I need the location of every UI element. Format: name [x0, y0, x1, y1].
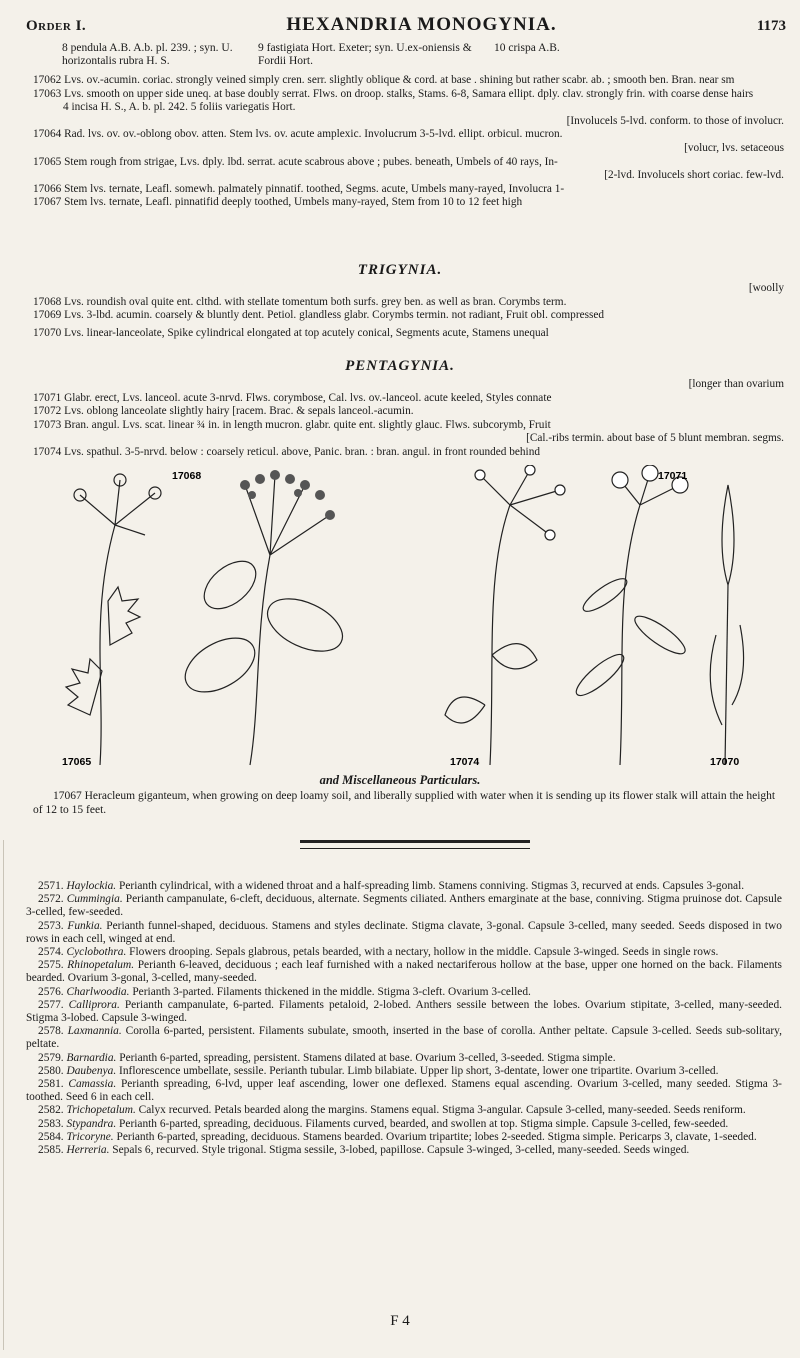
figure-17065-drawing [66, 474, 161, 765]
genus-entry: 2580. Daubenya. Inflorescence umbellate, sessile. Perianth tubular. Limb bilabiate. Upper lip short, 3-dentate, lower one tripartite. Ovarium 3-celled. [38, 1064, 719, 1077]
order-label: Order I. [26, 18, 87, 34]
species-line: 17065 Stem rough from strigae, Lvs. dply. lbd. serrat. acute scabrous above ; pubes. beneath, Umbels of 40 rays, In- [33, 155, 558, 168]
botanical-illustration [60, 465, 750, 770]
figure-label-17068: 17068 [172, 470, 202, 482]
species-line: 17069 Lvs. 3-lbd. acumin. coarsely & bluntly dent. Petiol. glandless glabr. Corymbs termin. not radiant, Fruit obl. compressed [33, 309, 605, 322]
variety-row [62, 42, 780, 68]
genus-entry: 2582. Trichopetalum. Calyx recurved. Petals bearded along the margins. Stamens equal. Stigma 3-angular. Capsule 3-celled, many-seeded. Seeds reniform. [38, 1104, 746, 1117]
figure-17070-drawing [710, 485, 743, 765]
miscellaneous-paragraph: 17067 Heracleum giganteum, when growing on deep loamy soil, and liberally supplied with water when it is sending up its flower stalk will attain the height of 12 to 15 feet. [33, 790, 776, 816]
pentagynia-heading: PENTAGYNIA. [345, 358, 455, 374]
species-line: [Cal.-ribs termin. about base of 5 blunt membran. segms. [526, 432, 784, 445]
species-line: [2-lvd. Involucels short coriac. few-lvd. [604, 169, 784, 182]
running-head [26, 14, 786, 38]
trigynia-block [33, 282, 784, 340]
figure-label-17065: 17065 [62, 756, 92, 768]
page-number: 1173 [756, 18, 786, 34]
species-line: 17074 Lvs. spathul. 3-5-nrvd. below : coarsely reticul. above, Panic. bran. : bran. angul. in front rounded behind [33, 445, 540, 458]
species-line: 17067 Stem lvs. ternate, Leafl. pinnatifid deeply toothed, Umbels many-rayed, Stem from 10 to 12 feet high [33, 196, 523, 209]
figure-17068-drawing [176, 470, 350, 765]
species-line: 17063 Lvs. smooth on upper side uneq. at base doubly serrat. Flws. on droop. stalks, Stams. 6-8, Samara ellipt. dply. clav. strongly frin. with coarse dense hairs [33, 87, 754, 100]
variety-10: 10 crispa A.B. [494, 42, 560, 54]
species-line: [longer than ovarium [688, 378, 784, 390]
trigynia-heading: TRIGYNIA. [357, 262, 443, 278]
pentagynia-block [33, 378, 784, 460]
genera-list [26, 880, 782, 1157]
species-line: [volucr, lvs. setaceous [684, 141, 784, 154]
section-divider [300, 840, 530, 849]
species-line: [Involucels 5-lvd. conform. to those of involucr. [566, 114, 784, 127]
species-line: 17062 Lvs. ov.-acumin. coriac. strongly veined simply cren. serr. slightly oblique & cord. at base . shining but rather scabr. ab. ; smooth ben. Bran. near sm [33, 74, 735, 86]
species-line: 4 incisa H. S., A. b. pl. 242. 5 foliis variegatis Hort. [63, 101, 296, 114]
figure-label-17074: 17074 [450, 756, 480, 768]
species-line: 17070 Lvs. linear-lanceolate, Spike cylindrical elongated at top acutely conical, Segments acute, Stamens unequal [33, 326, 549, 339]
margin-line [3, 840, 4, 1350]
species-line: 17072 Lvs. oblong lanceolate slightly hairy [racem. Brac. & sepals lanceol.-acumin. [33, 405, 414, 418]
species-block-1 [33, 74, 784, 210]
species-line: 17068 Lvs. roundish oval quite ent. clthd. with stellate tomentum both surfs. grey ben. as well as bran. Corymbs term. [33, 295, 567, 308]
genus-entry: 2574. Cyclobothra. Flowers drooping. Sepals glabrous, petals bearded, with a nectary, hollow in the middle. Capsule 3-winged. Seeds in single rows. [38, 946, 719, 959]
genus-entry: 2573. Funkia. Perianth funnel-shaped, deciduous. Stamens and styles declinate. Stigma clavate, 3-gonal. Capsule 3-celled, many seeded. Seeds disposed in two rows in each cell, winged at end. [26, 919, 782, 945]
genus-entry: 2584. Tricoryne. Perianth 6-parted, spreading, deciduous. Stamens bearded. Ovarium tripartite; lobes 2-seeded. Stigma simple. Pericarps 3, clavate, 1-seeded. [38, 1130, 757, 1143]
genus-entry: 2581. Camassia. Perianth spreading, 6-lvd, upper leaf ascending, lower one deflexed. Stamens equal ascending. Ovarium 3-celled, many seeded. Stigma 3-toothed. Seed 6 in each cell. [26, 1078, 782, 1104]
species-line: [woolly [748, 282, 784, 294]
figure-17071-drawing [571, 465, 690, 765]
species-line: 17071 Glabr. erect, Lvs. lanceol. acute 3-nrvd. Flws. corymbose, Cal. lvs. ov.-lanceol. acute keeled, Styles connate [33, 391, 552, 404]
figure-17074-drawing [445, 465, 565, 765]
genus-entry: 2576. Charlwoodia. Perianth 3-parted. Filaments thickened in the middle. Stigma 3-cleft. Ovarium 3-celled. [38, 985, 531, 998]
figure-label-17070: 17070 [710, 756, 740, 768]
genus-entry: 2571. Haylockia. Perianth cylindrical, with a widened throat and a half-spreading limb. Stamens conniving. Stigmas 3, recurved at ends. Capsules 3-gonal. [38, 880, 745, 892]
genus-entry: 2572. Cummingia. Perianth campanulate, 6-cleft, deciduous, alternate. Segments ciliated. Anthers emarginate at the base, conniving. Stigma pruinose dot. Capsule 3-celled, few-seeded. [26, 893, 782, 919]
genus-entry: 2577. Calliprora. Perianth campanulate, 6-parted. Filaments petaloid, 2-lobed. Anthers sessile between the lobes. Ovarium stipitate, 3-celled, many-seeded. Stigma 3-lobed. Capsule 3-winged. [26, 998, 782, 1025]
page-title: HEXANDRIA MONOGYNIA. [286, 14, 557, 35]
species-line: 17066 Stem lvs. ternate, Leafl. somewh. palmately pinnatif. toothed, Segms. acute, Umbels many-rayed, Involucra 1- [33, 182, 565, 195]
genus-entry: 2583. Stypandra. Perianth 6-parted, spreading, deciduous. Filaments curved, bearded, and swollen at top. Stigma simple. Capsule 3-celled, few-seeded. [38, 1117, 729, 1130]
genus-entry: 2579. Barnardia. Perianth 6-parted, spreading, persistent. Stamens dilated at base. Ovarium 3-celled, 3-seeded. Stigma simple. [38, 1051, 616, 1064]
signature-mark: F 4 [390, 1313, 410, 1329]
species-line: 17073 Bran. angul. Lvs. scat. linear ¾ in. in length mucron. glabr. quite ent. slightly glauc. Flws. subcorymb, Fruit [33, 418, 551, 431]
genus-entry: 2578. Laxmannia. Corolla 6-parted, persistent. Filaments subulate, smooth, inserted in the base of corolla. Anther peltate. Capsule 3-celled. Seeds sub-solitary, peltate. [26, 1025, 782, 1051]
variety-9: 9 fastigiata Hort. Exeter; syn. U.ex-oniensis & Fordii Hort. [258, 42, 472, 67]
variety-8: 8 pendula A.B. A.b. pl. 239. ; syn. U. horizontalis rubra H. S. [62, 42, 233, 67]
genus-entry: 2585. Herreria. Sepals 6, recurved. Style trigonal. Stigma sessile, 3-lobed, papillose. Capsule 3-winged, 3-celled, many-seeded. Seeds winged. [38, 1144, 690, 1157]
miscellaneous-heading: and Miscellaneous Particulars. [319, 773, 481, 787]
species-line: 17064 Rad. lvs. ov. ov.-oblong obov. atten. Stem lvs. ov. acute amplexic. Involucrum 3-5-lvd. ellipt. orbicul. mucron. [33, 128, 563, 141]
figure-label-17071: 17071 [658, 470, 688, 482]
genus-entry: 2575. Rhinopetalum. Perianth 6-leaved, deciduous ; each leaf furnished with a naked nectariferous hollow at the base, upper one horned on the back. Filaments bearded. Ovarium 3-gonal, 3-celled, many-seeded. [26, 959, 782, 985]
